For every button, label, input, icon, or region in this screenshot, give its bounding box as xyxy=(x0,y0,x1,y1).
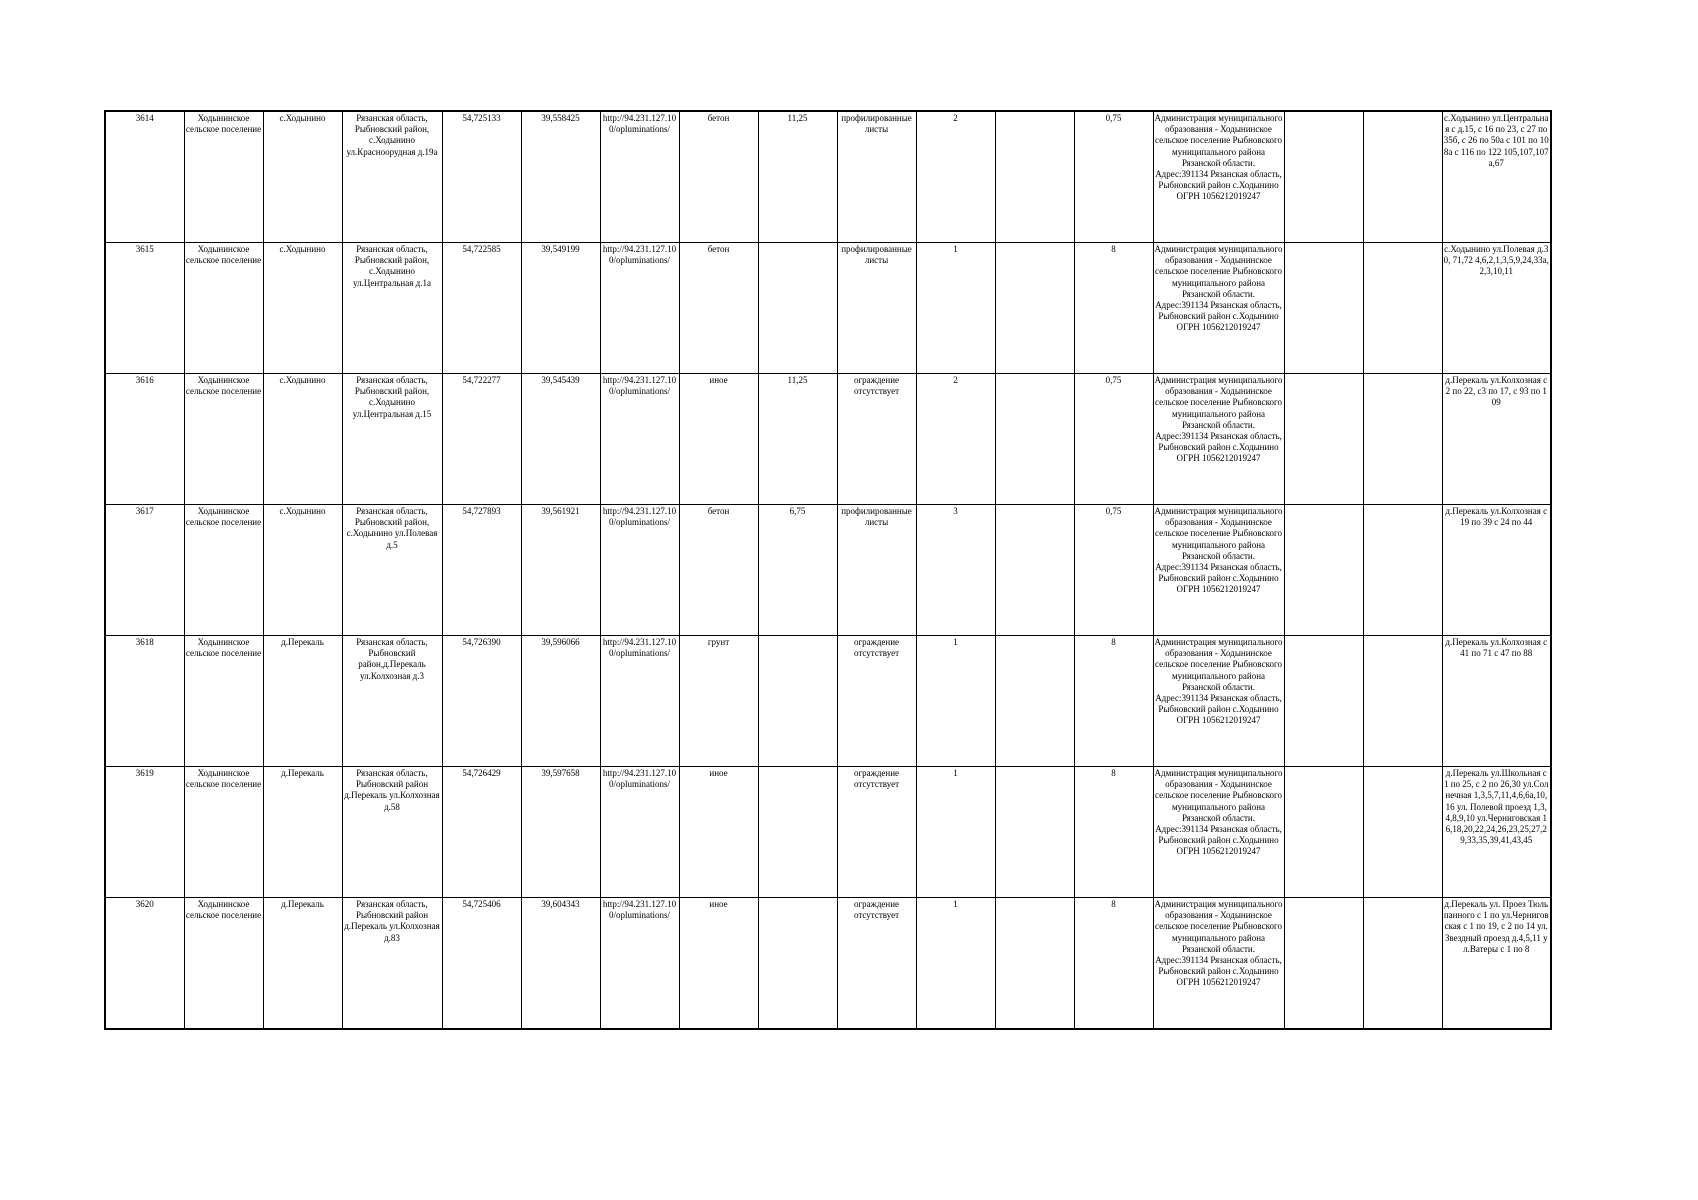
cell-containers: 2 xyxy=(916,111,995,243)
cell-id: 3617 xyxy=(105,505,184,636)
cell-area xyxy=(758,243,837,374)
cell-c16 xyxy=(1363,243,1442,374)
cell-c16 xyxy=(1363,767,1442,898)
cell-locality: д.Перекаль xyxy=(263,636,342,767)
cell-fence: профилированные листы xyxy=(837,243,916,374)
table-row xyxy=(105,111,1551,243)
cell-area: 6,75 xyxy=(758,505,837,636)
cell-surface: грунт xyxy=(679,636,758,767)
cell-served: д.Перекаль ул.Школьная с 1 по 25, с 2 по 26,30 ул.Солнечная 1,3,5,7,11,4,6,6а,10,16 ул. Полевой проезд 1,3,4,8,9,10 ул.Черниговская 16,18,20,22,24,26,23,25,27,29,33,35,39,41,43,45 xyxy=(1442,767,1551,898)
table-row xyxy=(105,505,1551,636)
cell-address: Рязанская область, Рыбновский район, с.Ходынино ул.Центральная д.15 xyxy=(342,374,442,505)
cell-c15 xyxy=(1284,767,1363,898)
cell-settlement: Ходынинское сельское поселение xyxy=(184,111,263,243)
cell-area: 11,25 xyxy=(758,111,837,243)
cell-c15 xyxy=(1284,111,1363,243)
cell-address: Рязанская область, Рыбновский район д.Перекаль ул.Колхозная д.83 xyxy=(342,898,442,1030)
table-body xyxy=(105,111,1551,1029)
cell-id: 3615 xyxy=(105,243,184,374)
cell-owner: Администрация муниципального образования - Ходынинское сельское поселение Рыбновского муниципального района Рязанской области. Адрес:391134 Рязанская область, Рыбновский район с.Ходынино ОГРН 1056212019247 xyxy=(1153,243,1284,374)
cell-id: 3614 xyxy=(105,111,184,243)
cell-locality: д.Перекаль xyxy=(263,767,342,898)
table-row xyxy=(105,374,1551,505)
cell-c15 xyxy=(1284,243,1363,374)
cell-url: http://94.231.127.100/opluminations/ xyxy=(600,767,679,898)
cell-containers: 1 xyxy=(916,898,995,1030)
cell-c12 xyxy=(995,898,1074,1030)
cell-served: д.Перекаль ул.Колхозная с 2 по 22, с3 по 17, с 93 по 109 xyxy=(1442,374,1551,505)
cell-longitude: 39,561921 xyxy=(521,505,600,636)
cell-settlement: Ходынинское сельское поселение xyxy=(184,767,263,898)
cell-c16 xyxy=(1363,111,1442,243)
cell-served: с.Ходынино ул.Полевая д.30, 71,72 4,6,2,1,3,5,9,24,33а,2,3,10,11 xyxy=(1442,243,1551,374)
cell-address: Рязанская область, Рыбновский район, с.Ходынино ул.Центральная д.1а xyxy=(342,243,442,374)
cell-url: http://94.231.127.100/opluminations/ xyxy=(600,374,679,505)
cell-volume: 8 xyxy=(1074,767,1153,898)
cell-settlement: Ходынинское сельское поселение xyxy=(184,243,263,374)
cell-containers: 3 xyxy=(916,505,995,636)
cell-latitude: 54,726390 xyxy=(442,636,521,767)
cell-area xyxy=(758,898,837,1030)
table-row xyxy=(105,636,1551,767)
cell-area: 11,25 xyxy=(758,374,837,505)
cell-surface: бетон xyxy=(679,505,758,636)
cell-c12 xyxy=(995,243,1074,374)
cell-c12 xyxy=(995,636,1074,767)
cell-address: Рязанская область, Рыбновский район, с.Ходынино ул.Красноорудная д.19а xyxy=(342,111,442,243)
cell-settlement: Ходынинское сельское поселение xyxy=(184,636,263,767)
cell-c16 xyxy=(1363,505,1442,636)
cell-id: 3618 xyxy=(105,636,184,767)
cell-url: http://94.231.127.100/opluminations/ xyxy=(600,505,679,636)
cell-served: д.Перекаль ул.Колхозная с 41 по 71 с 47 по 88 xyxy=(1442,636,1551,767)
cell-volume: 0,75 xyxy=(1074,374,1153,505)
cell-c16 xyxy=(1363,898,1442,1030)
cell-longitude: 39,549199 xyxy=(521,243,600,374)
cell-url: http://94.231.127.100/opluminations/ xyxy=(600,111,679,243)
cell-url: http://94.231.127.100/opluminations/ xyxy=(600,636,679,767)
cell-latitude: 54,725406 xyxy=(442,898,521,1030)
cell-served: д.Перекаль ул.Колхозная с 19 по 39 с 24 по 44 xyxy=(1442,505,1551,636)
cell-url: http://94.231.127.100/opluminations/ xyxy=(600,243,679,374)
waste-sites-table xyxy=(104,110,1552,1030)
cell-fence: ограждение отсутствует xyxy=(837,374,916,505)
cell-fence: профилированные листы xyxy=(837,111,916,243)
cell-c12 xyxy=(995,767,1074,898)
cell-c12 xyxy=(995,505,1074,636)
table-row xyxy=(105,243,1551,374)
cell-address: Рязанская область, Рыбновский район,д.Перекаль ул.Колхозная д.3 xyxy=(342,636,442,767)
cell-c15 xyxy=(1284,898,1363,1030)
cell-c15 xyxy=(1284,505,1363,636)
cell-containers: 2 xyxy=(916,374,995,505)
cell-longitude: 39,545439 xyxy=(521,374,600,505)
table-row xyxy=(105,767,1551,898)
cell-owner: Администрация муниципального образования - Ходынинское сельское поселение Рыбновского муниципального района Рязанской области. Адрес:391134 Рязанская область, Рыбновский район с.Ходынино ОГРН 1056212019247 xyxy=(1153,898,1284,1030)
cell-owner: Администрация муниципального образования - Ходынинское сельское поселение Рыбновского муниципального района Рязанской области. Адрес:391134 Рязанская область, Рыбновский район с.Ходынино ОГРН 1056212019247 xyxy=(1153,374,1284,505)
cell-c16 xyxy=(1363,374,1442,505)
cell-locality: с.Ходынино xyxy=(263,243,342,374)
cell-longitude: 39,558425 xyxy=(521,111,600,243)
cell-fence: ограждение отсутствует xyxy=(837,898,916,1030)
cell-url: http://94.231.127.100/opluminations/ xyxy=(600,898,679,1030)
cell-settlement: Ходынинское сельское поселение xyxy=(184,374,263,505)
cell-owner: Администрация муниципального образования - Ходынинское сельское поселение Рыбновского муниципального района Рязанской области. Адрес:391134 Рязанская область, Рыбновский район с.Ходынино ОГРН 1056212019247 xyxy=(1153,767,1284,898)
cell-longitude: 39,604343 xyxy=(521,898,600,1030)
cell-owner: Администрация муниципального образования - Ходынинское сельское поселение Рыбновского муниципального района Рязанской области. Адрес:391134 Рязанская область, Рыбновский район с.Ходынино ОГРН 1056212019247 xyxy=(1153,636,1284,767)
cell-locality: с.Ходынино xyxy=(263,374,342,505)
cell-owner: Администрация муниципального образования - Ходынинское сельское поселение Рыбновского муниципального района Рязанской области. Адрес:391134 Рязанская область, Рыбновский район с.Ходынино ОГРН 1056212019247 xyxy=(1153,111,1284,243)
cell-owner: Администрация муниципального образования - Ходынинское сельское поселение Рыбновского муниципального района Рязанской области. Адрес:391134 Рязанская область, Рыбновский район с.Ходынино ОГРН 1056212019247 xyxy=(1153,505,1284,636)
cell-fence: профилированные листы xyxy=(837,505,916,636)
cell-surface: бетон xyxy=(679,111,758,243)
cell-id: 3620 xyxy=(105,898,184,1030)
cell-latitude: 54,722585 xyxy=(442,243,521,374)
cell-volume: 8 xyxy=(1074,636,1153,767)
cell-volume: 0,75 xyxy=(1074,505,1153,636)
cell-volume: 8 xyxy=(1074,243,1153,374)
cell-volume: 0,75 xyxy=(1074,111,1153,243)
cell-fence: ограждение отсутствует xyxy=(837,636,916,767)
cell-latitude: 54,726429 xyxy=(442,767,521,898)
cell-area xyxy=(758,636,837,767)
cell-latitude: 54,725133 xyxy=(442,111,521,243)
cell-fence: ограждение отсутствует xyxy=(837,767,916,898)
table-row xyxy=(105,898,1551,1030)
cell-address: Рязанская область, Рыбновский район д.Перекаль ул.Колхозная д.58 xyxy=(342,767,442,898)
cell-latitude: 54,722277 xyxy=(442,374,521,505)
cell-id: 3616 xyxy=(105,374,184,505)
cell-settlement: Ходынинское сельское поселение xyxy=(184,505,263,636)
cell-c15 xyxy=(1284,374,1363,505)
cell-settlement: Ходынинское сельское поселение xyxy=(184,898,263,1030)
cell-c15 xyxy=(1284,636,1363,767)
cell-c12 xyxy=(995,111,1074,243)
cell-containers: 1 xyxy=(916,636,995,767)
cell-surface: иное xyxy=(679,767,758,898)
cell-locality: с.Ходынино xyxy=(263,111,342,243)
cell-locality: д.Перекаль xyxy=(263,898,342,1030)
cell-longitude: 39,596066 xyxy=(521,636,600,767)
cell-area xyxy=(758,767,837,898)
cell-c12 xyxy=(995,374,1074,505)
cell-served: д.Перекаль ул. Проез Тюльпанного с 1 по ул.Черниговская с 1 по 19, с 2 по 14 ул.Звездный проезд д.4,5,11 ул.Ватеры с 1 по 8 xyxy=(1442,898,1551,1030)
cell-locality: с.Ходынино xyxy=(263,505,342,636)
cell-latitude: 54,727893 xyxy=(442,505,521,636)
cell-containers: 1 xyxy=(916,243,995,374)
cell-served: с.Ходынино ул.Центральная с д.15, с 16 по 23, с 27 по 35б, с 26 по 50а с 101 по 108а с 116 по 122 105,107,107а,67 xyxy=(1442,111,1551,243)
cell-volume: 8 xyxy=(1074,898,1153,1030)
cell-address: Рязанская область, Рыбновский район, с.Ходынино ул.Полевая д.5 xyxy=(342,505,442,636)
cell-surface: иное xyxy=(679,374,758,505)
cell-longitude: 39,597658 xyxy=(521,767,600,898)
cell-id: 3619 xyxy=(105,767,184,898)
cell-surface: бетон xyxy=(679,243,758,374)
cell-containers: 1 xyxy=(916,767,995,898)
cell-surface: иное xyxy=(679,898,758,1030)
cell-c16 xyxy=(1363,636,1442,767)
